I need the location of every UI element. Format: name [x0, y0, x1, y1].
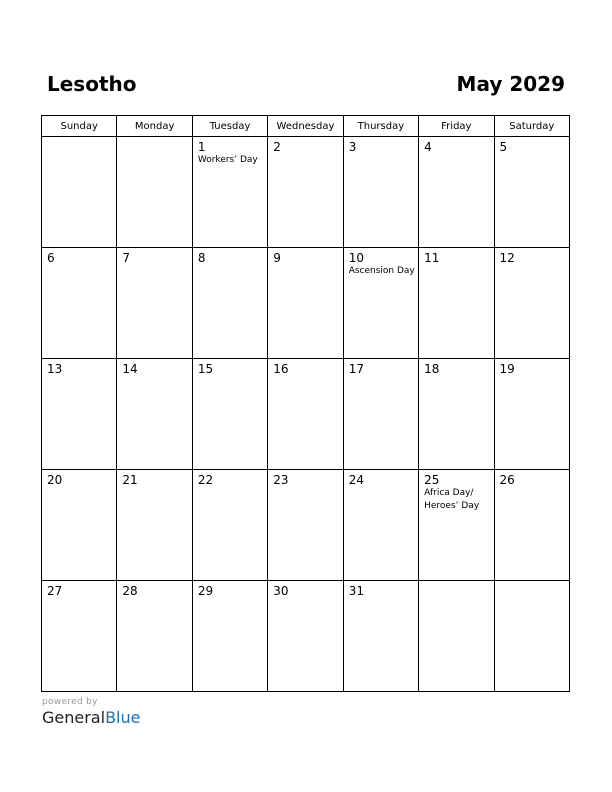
- week-row: [42, 137, 570, 248]
- day-cell: [117, 359, 192, 470]
- day-number: 18: [424, 362, 440, 376]
- weekday-header: Wednesday: [268, 116, 343, 137]
- week-row: [42, 470, 570, 581]
- weekday-header: Tuesday: [192, 116, 267, 137]
- holiday-label: Africa Day/ Heroes’ Day: [424, 488, 480, 511]
- day-number: 10: [348, 251, 364, 265]
- weekday-header-row: [42, 116, 570, 137]
- day-cell: [192, 359, 267, 470]
- day-number: 19: [499, 362, 515, 376]
- day-cell: [494, 137, 569, 248]
- day-cell: [494, 248, 569, 359]
- day-cell: [117, 137, 192, 248]
- day-cell: [42, 581, 117, 692]
- generalblue-logo[interactable]: [42, 708, 140, 728]
- day-number: 8: [197, 251, 206, 265]
- day-number: 21: [122, 473, 138, 487]
- brand-text-blue: Blue: [105, 708, 141, 727]
- day-number: 31: [348, 584, 364, 598]
- day-number: 6: [47, 251, 55, 265]
- day-cell: [117, 470, 192, 581]
- country-title: Lesotho: [47, 72, 137, 96]
- holiday-label: Ascension Day: [348, 266, 415, 276]
- day-cell: [419, 470, 494, 581]
- day-cell: [494, 581, 569, 692]
- day-cell: [494, 470, 569, 581]
- day-cell: [268, 581, 343, 692]
- day-cell: [419, 248, 494, 359]
- week-row: [42, 359, 570, 470]
- day-cell: [268, 248, 343, 359]
- day-cell: [42, 470, 117, 581]
- day-number: 24: [348, 473, 364, 487]
- day-number: 22: [197, 473, 214, 487]
- day-cell: [42, 359, 117, 470]
- day-cell: [419, 137, 494, 248]
- day-number: 16: [273, 362, 289, 376]
- powered-by-text: powered by: [42, 697, 98, 707]
- day-number: [42, 137, 116, 140]
- month-year-title: May 2029: [456, 72, 565, 96]
- day-number: 26: [499, 473, 515, 487]
- day-cell: [343, 470, 418, 581]
- day-number: 13: [47, 362, 63, 376]
- day-cell: [343, 581, 418, 692]
- brand-text-general: General: [42, 708, 106, 727]
- day-number: 28: [122, 584, 138, 598]
- week-row: [42, 248, 570, 359]
- day-cell: [419, 359, 494, 470]
- day-cell: [117, 248, 192, 359]
- day-cell: [42, 137, 117, 248]
- day-cell: [268, 470, 343, 581]
- day-number: 14: [122, 362, 138, 376]
- weekday-header: Saturday: [494, 116, 569, 137]
- week-row: [42, 581, 570, 692]
- day-number: 15: [197, 362, 214, 376]
- day-cell: [192, 581, 267, 692]
- day-number: 20: [47, 473, 63, 487]
- day-cell: [268, 137, 343, 248]
- calendar-grid: [41, 115, 570, 692]
- day-cell: [343, 248, 418, 359]
- day-cell: [343, 359, 418, 470]
- day-number: 7: [122, 251, 131, 265]
- day-number: 1: [197, 140, 206, 154]
- day-number: 5: [499, 140, 508, 154]
- weekday-header: Friday: [419, 116, 494, 137]
- day-number: 9: [273, 251, 281, 265]
- day-number: [495, 581, 569, 584]
- day-number: [419, 581, 493, 584]
- holiday-label: Workers’ Day: [197, 155, 258, 165]
- day-number: 17: [348, 362, 364, 376]
- day-cell: [192, 248, 267, 359]
- day-number: 11: [424, 251, 440, 265]
- day-number: 23: [273, 473, 289, 487]
- weekday-header: Sunday: [42, 116, 117, 137]
- day-number: 29: [197, 584, 214, 598]
- day-number: 3: [348, 140, 357, 154]
- weekday-header: Monday: [117, 116, 192, 137]
- day-cell: [343, 137, 418, 248]
- day-number: 25: [424, 473, 440, 487]
- day-cell: [42, 248, 117, 359]
- day-cell: [419, 581, 494, 692]
- day-number: 30: [273, 584, 289, 598]
- day-cell: [192, 470, 267, 581]
- weekday-header: Thursday: [343, 116, 418, 137]
- day-cell: [268, 359, 343, 470]
- day-number: [117, 137, 191, 140]
- day-number: 12: [499, 251, 515, 265]
- day-cell: [192, 137, 267, 248]
- day-number: 4: [424, 140, 432, 154]
- footer-branding: [42, 696, 140, 728]
- day-number: 2: [273, 140, 281, 154]
- day-number: 27: [47, 584, 63, 598]
- day-cell: [494, 359, 569, 470]
- day-cell: [117, 581, 192, 692]
